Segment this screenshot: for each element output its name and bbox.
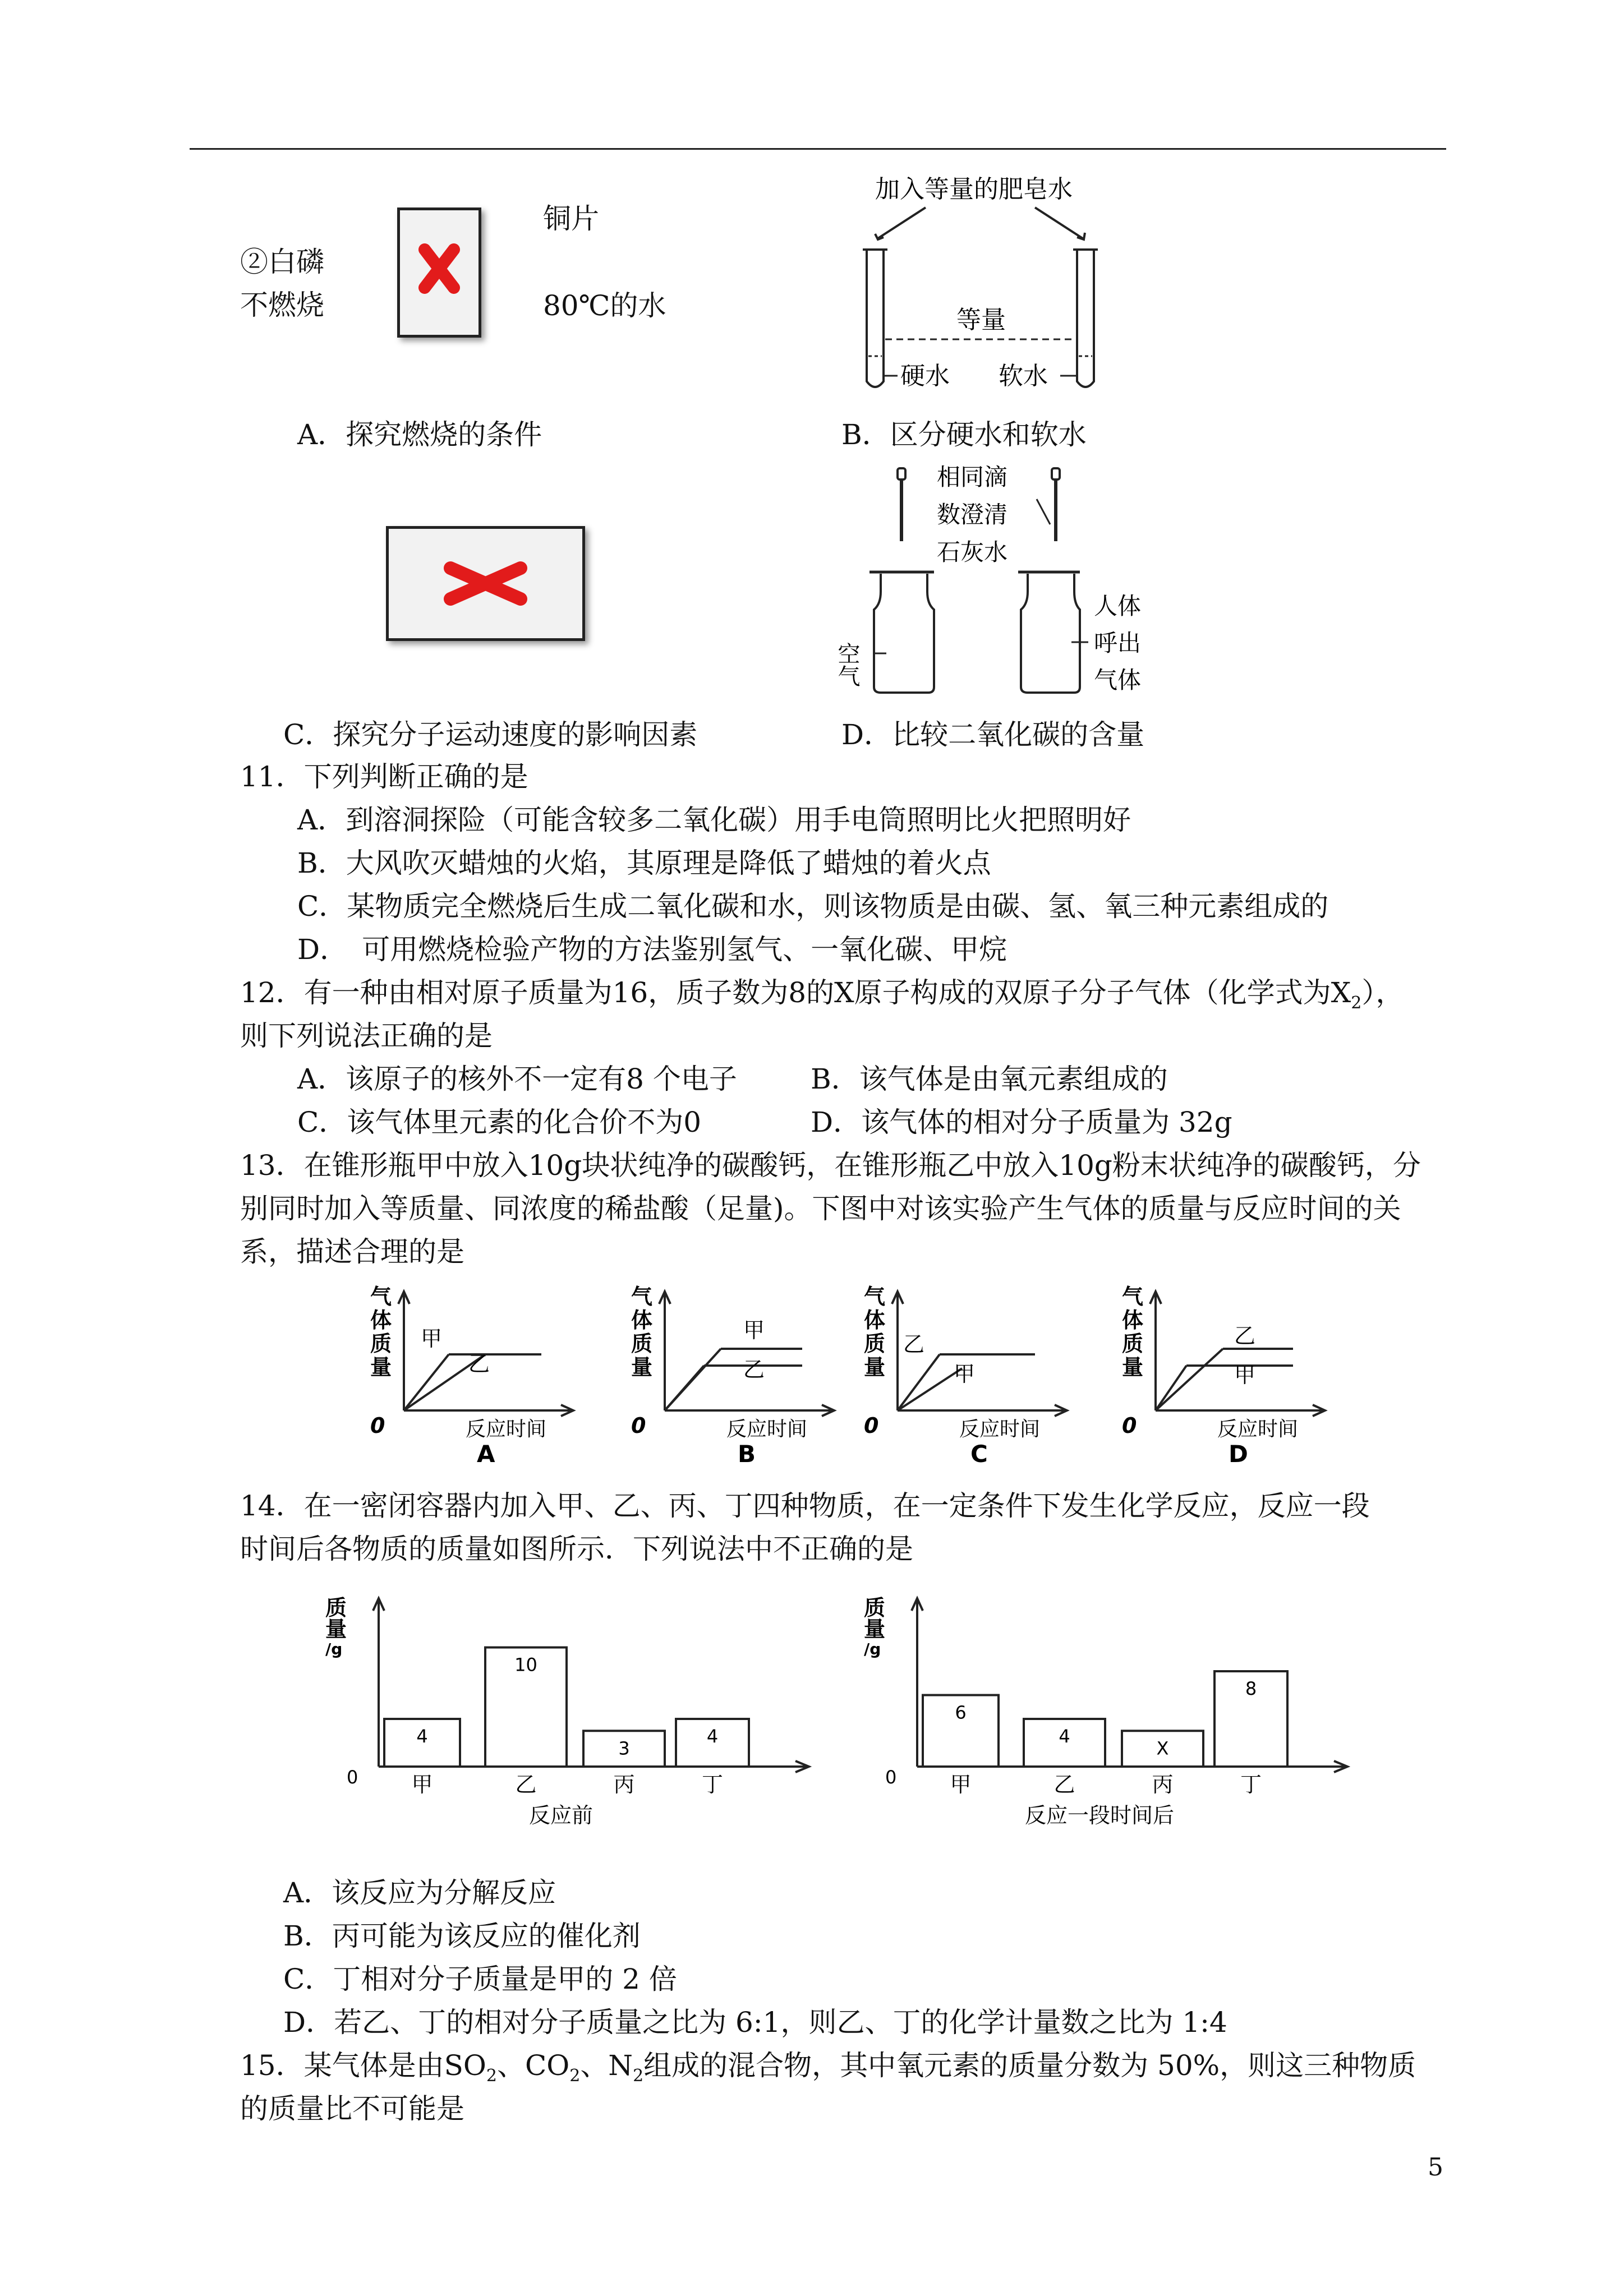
q14-option-a: A．该反应为分解反应 (283, 1877, 556, 1909)
category-label: 丙 (613, 1772, 635, 1797)
y-label-char: 量 (864, 1617, 886, 1642)
q11-stem: 11．下列判断正确的是 (240, 760, 528, 793)
origin-label: 0 (1122, 1413, 1137, 1438)
category-label: 乙 (515, 1772, 537, 1797)
fig-b-equal-label: 等量 (956, 306, 1006, 334)
x-axis-label: 反应时间 (466, 1418, 547, 1441)
curve-segment (1156, 1349, 1223, 1410)
fig-a-label-not-burning: 不燃烧 (240, 289, 324, 321)
category-label: 丁 (1240, 1772, 1262, 1797)
series-label-1: 乙 (903, 1332, 925, 1357)
y-label-char: 质 (631, 1331, 653, 1356)
broken-image-a (397, 208, 481, 338)
x-axis-label: 反应时间 (959, 1418, 1041, 1441)
q12-option-b: B．该气体是由氧元素组成的 (811, 1063, 1168, 1095)
series-label-2: 乙 (743, 1357, 765, 1382)
y-label-char: 体 (631, 1308, 653, 1333)
series-label-2: 乙 (468, 1352, 490, 1376)
q12-option-c: C．该气体里元素的化合价不为0 (297, 1106, 702, 1138)
curve-segment (665, 1366, 704, 1410)
y-label-char: 体 (370, 1308, 392, 1333)
bar-value-label: 4 (416, 1726, 428, 1747)
fig-d-label-1: 相同滴 (937, 463, 1008, 491)
fig-d-bottles (819, 457, 1167, 704)
y-label-char: 气 (370, 1284, 392, 1309)
broken-image-x-icon (400, 210, 479, 335)
series-label-1: 甲 (743, 1318, 765, 1343)
fig-b-test-tubes (841, 165, 1122, 401)
q10-option-a: A．探究燃烧的条件 (297, 418, 542, 451)
x-axis-label: 反应时间 (1217, 1418, 1299, 1441)
q12-option-a: A．该原子的核外不一定有8 个电子 (297, 1063, 737, 1095)
q11-option-a: A．到溶洞探险（可能含较多二氧化碳）用手电筒照明比火把照明好 (297, 804, 1131, 836)
bar-value-label: 8 (1245, 1678, 1257, 1699)
y-label-char: 量 (631, 1355, 653, 1380)
q15-stem-line2: 的质量比不可能是 (240, 2092, 464, 2125)
q11-option-c: C．某物质完全燃烧后生成二氧化碳和水，则该物质是由碳、氢、氧三种元素组成的 (297, 890, 1329, 923)
y-label-char: 量 (370, 1355, 392, 1380)
q12-stem-line2: 则下列说法正确的是 (240, 1020, 493, 1052)
page-number: 5 (1428, 2153, 1443, 2182)
bar-value-label: 10 (514, 1654, 537, 1676)
y-label-char: 质 (370, 1331, 392, 1356)
origin-label: 0 (864, 1413, 879, 1438)
q13-graph-c (841, 1281, 1083, 1467)
category-label: 甲 (411, 1772, 433, 1797)
q14-option-b: B．丙可能为该反应的催化剂 (283, 1920, 641, 1952)
fig-d-air-label: 空气 (834, 642, 860, 687)
fig-b-soft-water-label: 软水 (999, 362, 1048, 390)
q11-option-d: D． 可用燃烧检验产物的方法鉴别氢气、一氧化碳、甲烷 (297, 933, 1007, 966)
broken-image-x-icon (389, 529, 582, 638)
bar-value-label: 6 (955, 1702, 967, 1723)
category-label: 丁 (701, 1772, 724, 1797)
y-label-char: 质 (864, 1596, 886, 1620)
option-letter: C (970, 1440, 988, 1467)
y-label-char: 体 (1122, 1308, 1144, 1333)
q14-chart-after (853, 1587, 1358, 1851)
category-label: 乙 (1053, 1772, 1075, 1797)
fig-d-label-3: 石灰水 (937, 538, 1008, 566)
option-letter: D (1229, 1440, 1248, 1467)
y-label-char: 量 (864, 1355, 886, 1380)
q13-graph-d (1099, 1281, 1341, 1467)
q13-graph-a (348, 1281, 589, 1467)
q14-stem-line1: 14．在一密闭容器内加入甲、乙、丙、丁四种物质，在一定条件下发生化学反应，反应一段 (240, 1490, 1370, 1522)
q12-stem-line1: 12．有一种由相对原子质量为16，质子数为8的X原子构成的双原子分子气体（化学式为$X_2$）， (240, 976, 1404, 1013)
bar-value-label: 3 (618, 1737, 630, 1759)
option-letter: B (738, 1440, 756, 1467)
fig-a-label-copper: 铜片 (543, 202, 599, 235)
y-label-char: 量 (325, 1617, 347, 1642)
q10-option-c: C．探究分子运动速度的影响因素 (283, 718, 698, 751)
fig-b-top-label: 加入等量的肥皂水 (875, 175, 1073, 204)
q14-chart-before (314, 1587, 819, 1851)
fig-b-hard-water-label: 硬水 (900, 362, 950, 390)
y-label-char: 气 (1122, 1284, 1144, 1309)
q13-graph-b (609, 1281, 850, 1467)
bar-value-label: 4 (706, 1726, 719, 1747)
q14-option-c: C．丁相对分子质量是甲的 2 倍 (283, 1963, 677, 1995)
y-label-char: 质 (325, 1596, 347, 1620)
x-axis-label: 反应时间 (726, 1418, 808, 1441)
q11-option-b: B．大风吹灭蜡烛的火焰，其原理是降低了蜡烛的着火点 (297, 847, 991, 879)
y-label-unit: /g (325, 1640, 343, 1658)
y-label-char: 量 (1122, 1355, 1144, 1380)
chart-caption: 反应前 (528, 1803, 594, 1828)
fig-d-right-1: 人体 (1094, 592, 1142, 620)
series-label-1: 乙 (1234, 1324, 1256, 1348)
q13-stem-line2: 别同时加入等质量、同浓度的稀盐酸（足量)。下图中对该实验产生气体的质量与反应时间的关 (240, 1192, 1401, 1225)
origin-label: 0 (370, 1413, 385, 1438)
q10-option-b: B．区分硬水和软水 (841, 418, 1087, 451)
q14-option-d: D．若乙、丁的相对分子质量之比为 6:1，则乙、丁的化学计量数之比为 1:4 (283, 2006, 1227, 2039)
y-label-char: 气 (864, 1284, 886, 1309)
chart-caption: 反应一段时间后 (1024, 1803, 1175, 1828)
fig-d-label-2: 数澄清 (937, 501, 1008, 528)
broken-image-c (386, 526, 585, 641)
curve-segment (1156, 1366, 1186, 1410)
curve-segment (898, 1354, 940, 1410)
curve-segment (898, 1368, 962, 1410)
q15-stem-line1: 15．某气体是由$SO_2$、$CO_2$、$N_2$组成的混合物，其中氧元素的质量分数为 50%，则这三种物质 (240, 2049, 1416, 2086)
option-letter: A (477, 1440, 495, 1467)
y-label-char: 气 (631, 1284, 653, 1309)
fig-a-label-water: 80℃的水 (543, 289, 666, 322)
fig-d-right-3: 气体 (1094, 666, 1142, 694)
y-label-unit: /g (864, 1640, 881, 1658)
q13-stem-line3: 系，描述合理的是 (240, 1235, 464, 1268)
fig-d-right-2: 呼出 (1094, 629, 1142, 657)
header-rule (190, 148, 1446, 150)
bar-value-label: 4 (1059, 1726, 1070, 1747)
origin-label: 0 (885, 1767, 897, 1788)
series-label-1: 甲 (421, 1326, 443, 1351)
series-label-2: 甲 (1234, 1363, 1256, 1387)
y-label-char: 体 (864, 1308, 886, 1333)
origin-label: 0 (631, 1413, 646, 1438)
y-label-char: 质 (1122, 1331, 1144, 1356)
series-label-2: 甲 (954, 1362, 976, 1386)
origin-label: 0 (347, 1767, 358, 1788)
q13-stem-line1: 13．在锥形瓶甲中放入10g块状纯净的碳酸钙，在锥形瓶乙中放入10g粉末状纯净的碳酸钙，分 (240, 1149, 1421, 1182)
q14-stem-line2: 时间后各物质的质量如图所示．下列说法中不正确的是 (240, 1533, 913, 1565)
q10-option-d: D．比较二氧化碳的含量 (841, 718, 1145, 751)
curve-segment (404, 1354, 449, 1410)
category-label: 丙 (1152, 1772, 1174, 1797)
bar-value-label: X (1156, 1737, 1169, 1759)
category-label: 甲 (950, 1772, 972, 1797)
q12-option-d: D．该气体的相对分子质量为 32g (811, 1106, 1232, 1138)
fig-a-label-white-phosphorus: ②白磷 (240, 246, 324, 278)
y-label-char: 质 (864, 1331, 886, 1356)
